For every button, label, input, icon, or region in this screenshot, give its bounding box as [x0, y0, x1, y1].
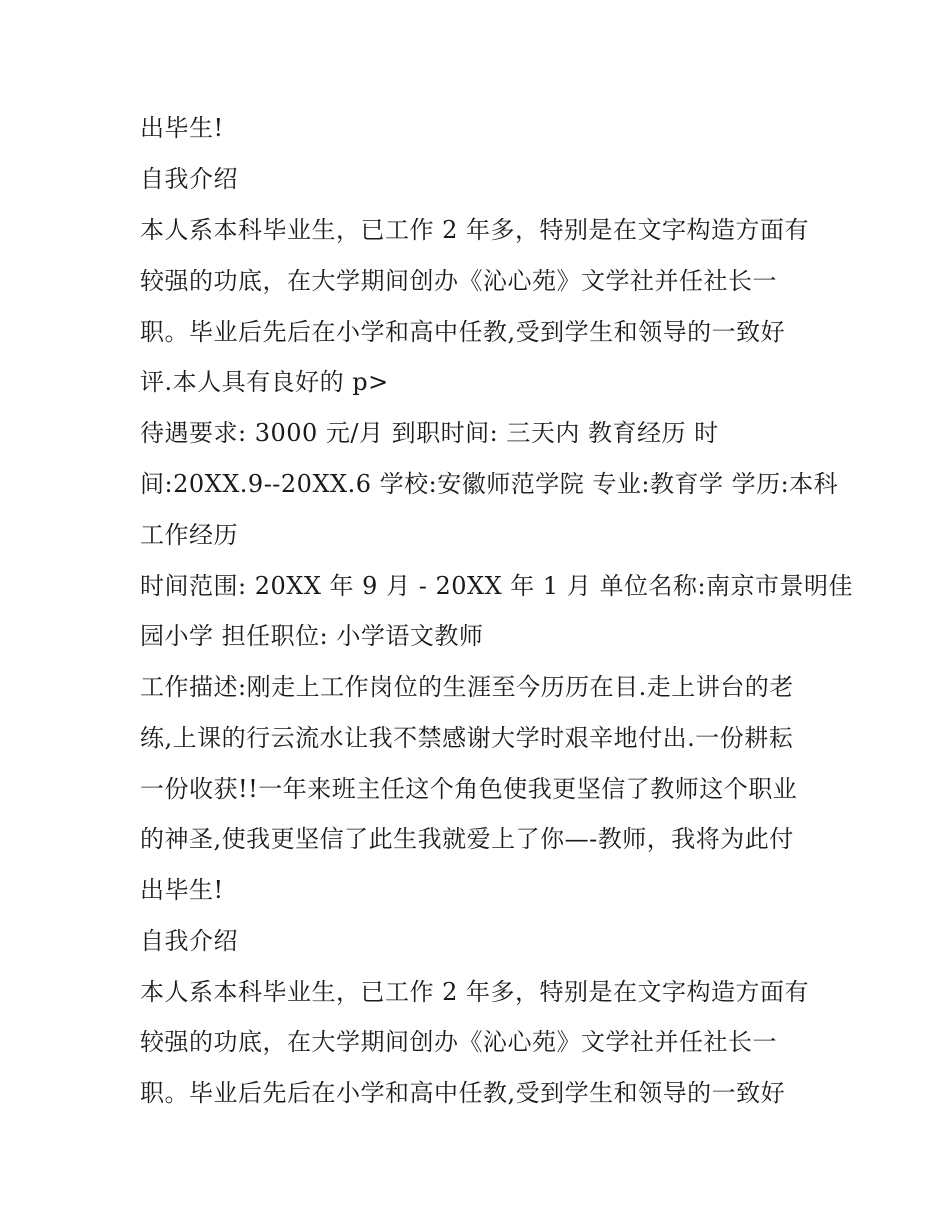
text-line: 待遇要求: 3000 元/月 到职时间: 三天内 教育经历 时 — [140, 419, 719, 447]
text-line: 较强的功底，在大学期间创办《沁心苑》文学社并任社长一 — [140, 1028, 777, 1056]
text-line: 评.本人具有良好的 p> — [140, 368, 389, 396]
text-line: 本人系本科毕业生，已工作 2 年多，特别是在文字构造方面有 — [140, 978, 810, 1006]
text-line: 较强的功底，在大学期间创办《沁心苑》文学社并任社长一 — [140, 267, 777, 295]
section-heading: 自我介绍 — [140, 165, 238, 193]
section-heading: 工作经历 — [140, 521, 238, 549]
text-line: 间:20XX.9--20XX.6 学校:安徽师范学院 专业:教育学 学历:本科 — [140, 470, 839, 498]
text-line: 园小学 担任职位: 小学语文教师 — [140, 622, 484, 650]
text-line: 练,上课的行云流水让我不禁感谢大学时艰辛地付出.一份耕耘 — [140, 724, 794, 752]
text-line: 出毕生! — [140, 114, 224, 142]
section-heading: 自我介绍 — [140, 927, 238, 955]
text-line: 的神圣,使我更坚信了此生我就爱上了你—-教师，我将为此付 — [140, 825, 794, 853]
text-line: 本人系本科毕业生，已工作 2 年多，特别是在文字构造方面有 — [140, 216, 810, 244]
text-line: 职。毕业后先后在小学和高中任教,受到学生和领导的一致好 — [140, 318, 786, 346]
text-line: 职。毕业后先后在小学和高中任教,受到学生和领导的一致好 — [140, 1079, 786, 1107]
text-line: 一份收获!!一年来班主任这个角色使我更坚信了教师这个职业 — [140, 775, 798, 803]
text-line: 出毕生! — [140, 876, 224, 904]
text-line: 时间范围: 20XX 年 9 月 - 20XX 年 1 月 单位名称:南京市景明佳 — [140, 572, 854, 600]
text-line: 工作描述:刚走上工作岗位的生涯至今历历在目.走上讲台的老 — [140, 673, 794, 701]
